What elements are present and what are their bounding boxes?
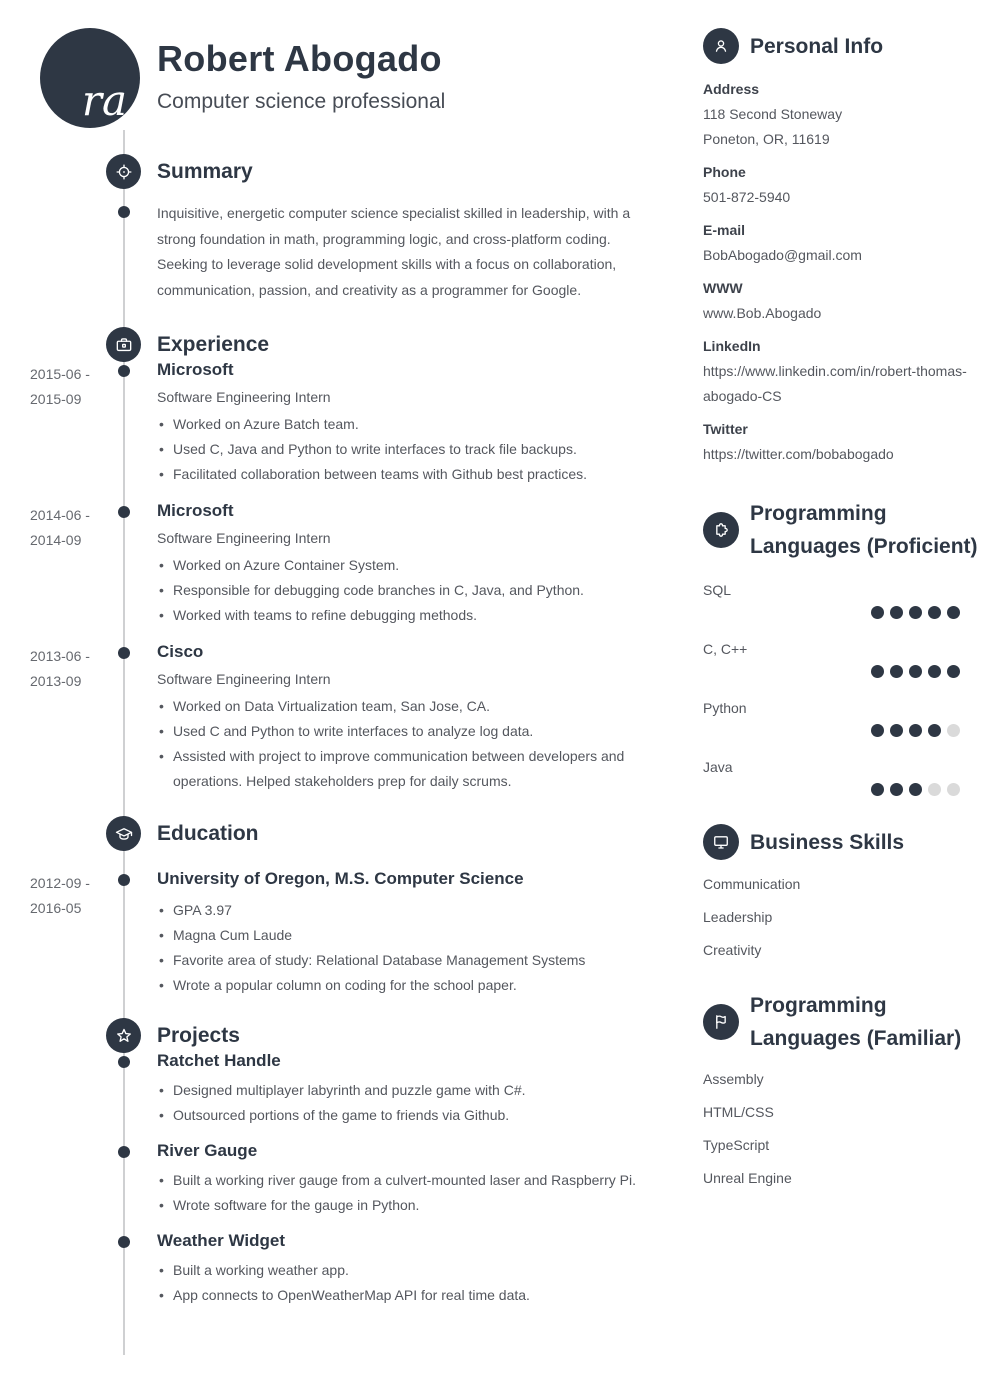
entry-dates	[30, 644, 116, 694]
section-projects	[0, 1021, 695, 1308]
bullet-item: • Magna Cum Laude	[157, 923, 662, 948]
skill-rating	[703, 665, 987, 678]
rating-dot	[871, 665, 884, 678]
field-email	[703, 218, 987, 268]
rating-dot	[947, 724, 960, 737]
entry-dates	[30, 871, 116, 921]
sidebar-column	[703, 28, 987, 1191]
avatar	[40, 28, 140, 128]
bullet-item: • Worked with teams to refine debugging methods.	[157, 603, 662, 628]
rating-dot	[909, 783, 922, 796]
timeline-dot	[118, 647, 130, 659]
bullet-item: • Built a working weather app.	[157, 1258, 662, 1283]
person-icon	[703, 28, 739, 64]
field-label: E-mail	[703, 222, 746, 238]
bullet-item: • Used C, Java and Python to write interfaces to track file backups.	[157, 437, 662, 462]
field-linkedin	[703, 334, 987, 409]
graduation-cap-icon	[106, 816, 141, 851]
familiar-list	[703, 1067, 987, 1191]
field-label: Twitter	[703, 421, 748, 437]
bullet-item: • Worked on Data Virtualization team, San Jose, CA.	[157, 694, 662, 719]
field-value: www.Bob.Abogado	[703, 305, 822, 321]
bullet-item: • Wrote a popular column on coding for the school paper.	[157, 973, 662, 998]
date-from: 2015-06 -	[30, 366, 90, 382]
familiar-header	[703, 989, 987, 1055]
skill-item	[703, 696, 987, 737]
summary-title: Summary	[157, 160, 253, 183]
rating-dot	[871, 783, 884, 796]
field-value: 501-872-5940	[703, 189, 791, 205]
school-name: University of Oregon, M.S. Computer Science	[157, 869, 524, 888]
bullet-item: • Assisted with project to improve communication between developers and operations. Helped stakeholders prep for daily scrums.	[157, 744, 662, 794]
skill-rating	[703, 724, 987, 737]
field-label: Phone	[703, 164, 746, 180]
monitor-icon	[703, 824, 739, 860]
bullet-item: • Outsourced portions of the game to friends via Github.	[157, 1103, 662, 1128]
rating-dot	[928, 724, 941, 737]
project-entry	[157, 1231, 695, 1308]
personal-info-header	[703, 28, 987, 64]
star-icon	[106, 1018, 141, 1053]
job-title: Software Engineering Intern	[157, 389, 331, 405]
company-name: Microsoft	[157, 501, 234, 520]
bullet-item: • Designed multiplayer labyrinth and puzzle game with C#.	[157, 1078, 662, 1103]
bullet-item: • Wrote software for the gauge in Python.	[157, 1193, 662, 1218]
entry-dates	[30, 362, 116, 412]
proficient-header	[703, 497, 987, 563]
bullet-item: • Responsible for debugging code branches in C, Java, and Python.	[157, 578, 662, 603]
briefcase-icon	[106, 327, 141, 362]
experience-header	[157, 330, 695, 360]
field-value: https://www.linkedin.com/in/robert-thomas-abogado-CS	[703, 363, 967, 404]
section-languages-proficient	[703, 497, 987, 796]
puzzle-icon	[703, 512, 739, 548]
experience-entry	[30, 642, 695, 794]
experience-entry	[30, 501, 695, 628]
project-name: Ratchet Handle	[157, 1051, 281, 1070]
list-item: Assembly	[703, 1071, 764, 1087]
date-to: 2015-09	[30, 391, 82, 407]
skill-name: Java	[703, 759, 733, 775]
summary-body	[157, 201, 695, 303]
date-to: 2013-09	[30, 673, 82, 689]
summary-header	[157, 157, 695, 187]
rating-dot	[890, 783, 903, 796]
date-to: 2016-05	[30, 900, 82, 916]
skill-name: SQL	[703, 582, 732, 598]
timeline-dot	[118, 874, 130, 886]
date-from: 2013-06 -	[30, 648, 90, 664]
rating-dot	[871, 606, 884, 619]
skill-item	[703, 578, 987, 619]
rating-dot	[928, 606, 941, 619]
entry-dates	[30, 503, 116, 553]
timeline-dot	[118, 1146, 130, 1158]
rating-dot	[890, 665, 903, 678]
rating-dot	[909, 606, 922, 619]
target-icon	[106, 154, 141, 189]
project-name: Weather Widget	[157, 1231, 285, 1250]
main-column	[0, 148, 695, 1308]
rating-dot	[871, 724, 884, 737]
rating-dot	[909, 724, 922, 737]
list-item: TypeScript	[703, 1137, 770, 1153]
bullet-item: • App connects to OpenWeatherMap API for real time data.	[157, 1283, 662, 1308]
flag-icon	[703, 1004, 739, 1040]
field-label: WWW	[703, 280, 743, 296]
field-www	[703, 276, 987, 326]
experience-title: Experience	[157, 333, 270, 356]
skill-rating	[703, 606, 987, 619]
rating-dot	[890, 606, 903, 619]
projects-header	[157, 1021, 695, 1051]
field-value: https://twitter.com/bobabogado	[703, 446, 894, 462]
skill-name: Python	[703, 700, 747, 716]
field-value: Poneton, OR, 11619	[703, 131, 830, 147]
skill-item	[703, 755, 987, 796]
bullet-item: • Worked on Azure Container System.	[157, 553, 662, 578]
education-entry	[30, 869, 695, 998]
company-name: Cisco	[157, 642, 204, 661]
list-item: Communication	[703, 876, 801, 892]
list-item: HTML/CSS	[703, 1104, 774, 1120]
list-item: Leadership	[703, 909, 773, 925]
job-title: Software Engineering Intern	[157, 671, 331, 687]
business-skills-list	[703, 872, 987, 963]
rating-dot	[928, 665, 941, 678]
project-name: River Gauge	[157, 1141, 258, 1160]
field-twitter	[703, 417, 987, 467]
experience-entry	[30, 360, 695, 487]
rating-dot	[890, 724, 903, 737]
list-item: Creativity	[703, 942, 762, 958]
timeline-dot	[118, 365, 130, 377]
section-personal-info	[703, 28, 987, 467]
personal-info-fields	[703, 77, 987, 467]
timeline-dot	[118, 1236, 130, 1248]
section-experience	[0, 330, 695, 794]
bullet-list	[157, 694, 662, 794]
field-address	[703, 77, 987, 152]
familiar-title: Programming Languages (Familiar)	[750, 994, 962, 1050]
project-entry	[157, 1051, 695, 1128]
bullet-list	[157, 1078, 662, 1128]
skill-item	[703, 637, 987, 678]
rating-dot	[947, 606, 960, 619]
job-title: Software Engineering Intern	[157, 530, 331, 546]
education-header	[157, 819, 695, 849]
summary-text: Inquisitive, energetic computer science specialist skilled in leadership, with a strong foundation in math, programming logic, and cross-platform coding. Seeking to leverage solid development skills with a focus on collaboration, communication, passion, and creativity as a programmer for Google.	[157, 205, 631, 298]
field-label: LinkedIn	[703, 338, 761, 354]
rating-dot	[947, 665, 960, 678]
bullet-item: • GPA 3.97	[157, 898, 662, 923]
rating-dot	[909, 665, 922, 678]
list-item: Unreal Engine	[703, 1170, 792, 1186]
field-value: BobAbogado@gmail.com	[703, 247, 862, 263]
bullet-list	[157, 1168, 662, 1218]
business-skills-title: Business Skills	[750, 830, 905, 854]
proficient-title: Programming Languages (Proficient)	[750, 502, 978, 558]
field-label: Address	[703, 81, 760, 97]
education-title: Education	[157, 822, 259, 845]
bullet-item: • Favorite area of study: Relational Database Management Systems	[157, 948, 662, 973]
bullet-list	[157, 412, 662, 487]
section-summary	[0, 157, 695, 303]
section-education	[0, 819, 695, 998]
timeline-dot	[118, 1056, 130, 1068]
date-from: 2012-09 -	[30, 875, 90, 891]
person-headline: Computer science professional	[157, 90, 446, 113]
bullet-item: • Built a working river gauge from a culvert-mounted laser and Raspberry Pi.	[157, 1168, 662, 1193]
business-skills-header	[703, 824, 987, 860]
person-name: Robert Abogado	[157, 38, 442, 79]
timeline-dot	[118, 206, 130, 218]
rating-dot	[928, 783, 941, 796]
date-to: 2014-09	[30, 532, 82, 548]
skill-name: C, C++	[703, 641, 748, 657]
company-name: Microsoft	[157, 360, 234, 379]
skill-list	[703, 578, 987, 796]
bullet-list	[157, 1258, 662, 1308]
project-entry	[157, 1141, 695, 1218]
skill-rating	[703, 783, 987, 796]
timeline-dot	[118, 506, 130, 518]
bullet-item: • Worked on Azure Batch team.	[157, 412, 662, 437]
projects-title: Projects	[157, 1024, 240, 1047]
avatar-initials: ra	[81, 76, 127, 125]
personal-info-title: Personal Info	[750, 34, 884, 58]
bullet-item: • Facilitated collaboration between teams with Github best practices.	[157, 462, 662, 487]
date-from: 2014-06 -	[30, 507, 90, 523]
field-value: 118 Second Stoneway	[703, 106, 843, 122]
field-phone	[703, 160, 987, 210]
bullet-list	[157, 898, 662, 998]
section-languages-familiar	[703, 989, 987, 1191]
bullet-list	[157, 553, 662, 628]
rating-dot	[947, 783, 960, 796]
bullet-item: • Used C and Python to write interfaces to analyze log data.	[157, 719, 662, 744]
section-business-skills	[703, 824, 987, 963]
